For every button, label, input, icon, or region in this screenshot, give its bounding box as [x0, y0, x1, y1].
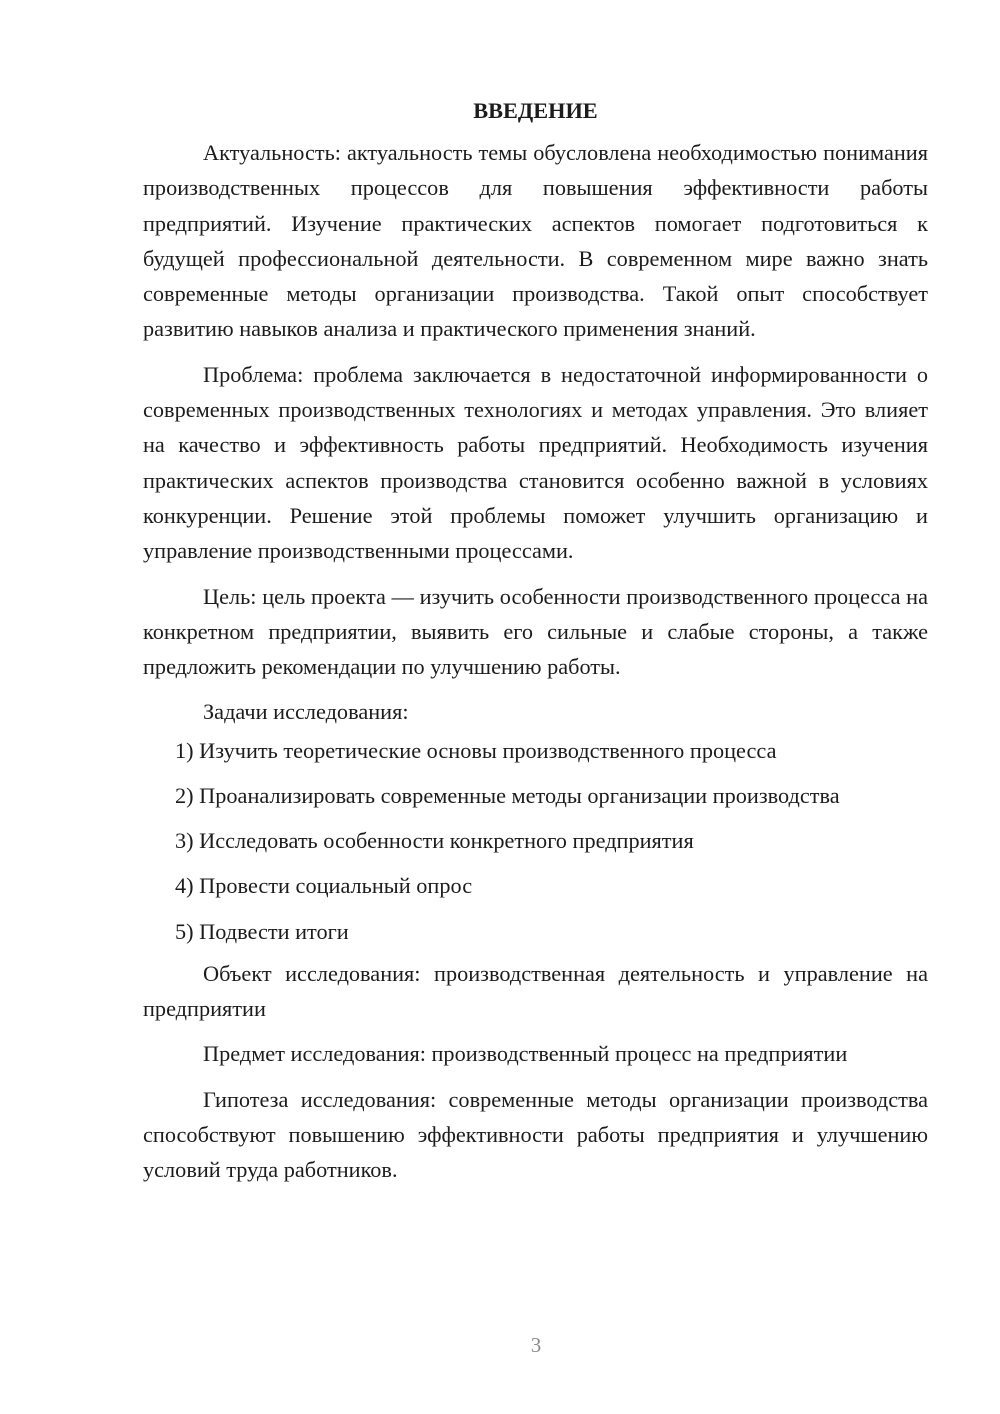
list-item: 2) Проанализировать современные методы организации производства: [175, 782, 840, 808]
list-item: 1) Изучить теоретические основы производственного процесса: [175, 737, 777, 763]
tasks-list: [143, 728, 928, 954]
document-page: [143, 93, 928, 1187]
document-title: ВВЕДЕНИЕ: [473, 98, 598, 123]
paragraph-subject: Предмет исследования: производственный процесс на предприятии: [203, 1041, 848, 1067]
tasks-heading: Задачи исследования:: [203, 699, 409, 725]
list-item: 3) Исследовать особенности конкретного предприятия: [175, 828, 694, 854]
page-number: 3: [530, 1333, 542, 1357]
paragraph-goal: Цель: цель проекта — изучить особенности производственного процесса на конкретном предприятии, выявить его сильные и слабые стороны, а также предложить рекомендации по улучшению работы.: [143, 583, 928, 680]
list-item: 4) Провести социальный опрос: [175, 873, 473, 899]
paragraph-problem: Проблема: проблема заключается в недостаточной информированности о современных производственных технологиях и методах управления. Это влияет на качество и эффективность работы предприятий. Необходимость изучения практических аспектов производства становится особенно важной в условиях конкуренции. Решение этой проблемы поможет улучшить организацию и управление производственными процессами.: [143, 361, 928, 564]
paragraph-relevance: Актуальность: актуальность темы обусловлена необходимостью понимания производственных процессов для повышения эффективности работы предприятий. Изучение практических аспектов помогает подготовиться к будущей профессиональной деятельности. В современном мире важно знать современные методы организации производства. Такой опыт способствует развитию навыков анализа и практического применения знаний.: [143, 140, 928, 342]
paragraph-object: Объект исследования: производственная деятельность и управление на предприятии: [143, 960, 928, 1021]
paragraph-hypothesis: Гипотеза исследования: современные методы организации производства способствуют повышению эффективности работы предприятия и улучшению условий труда работников.: [143, 1086, 928, 1183]
list-item: 5) Подвести итоги: [175, 918, 349, 944]
